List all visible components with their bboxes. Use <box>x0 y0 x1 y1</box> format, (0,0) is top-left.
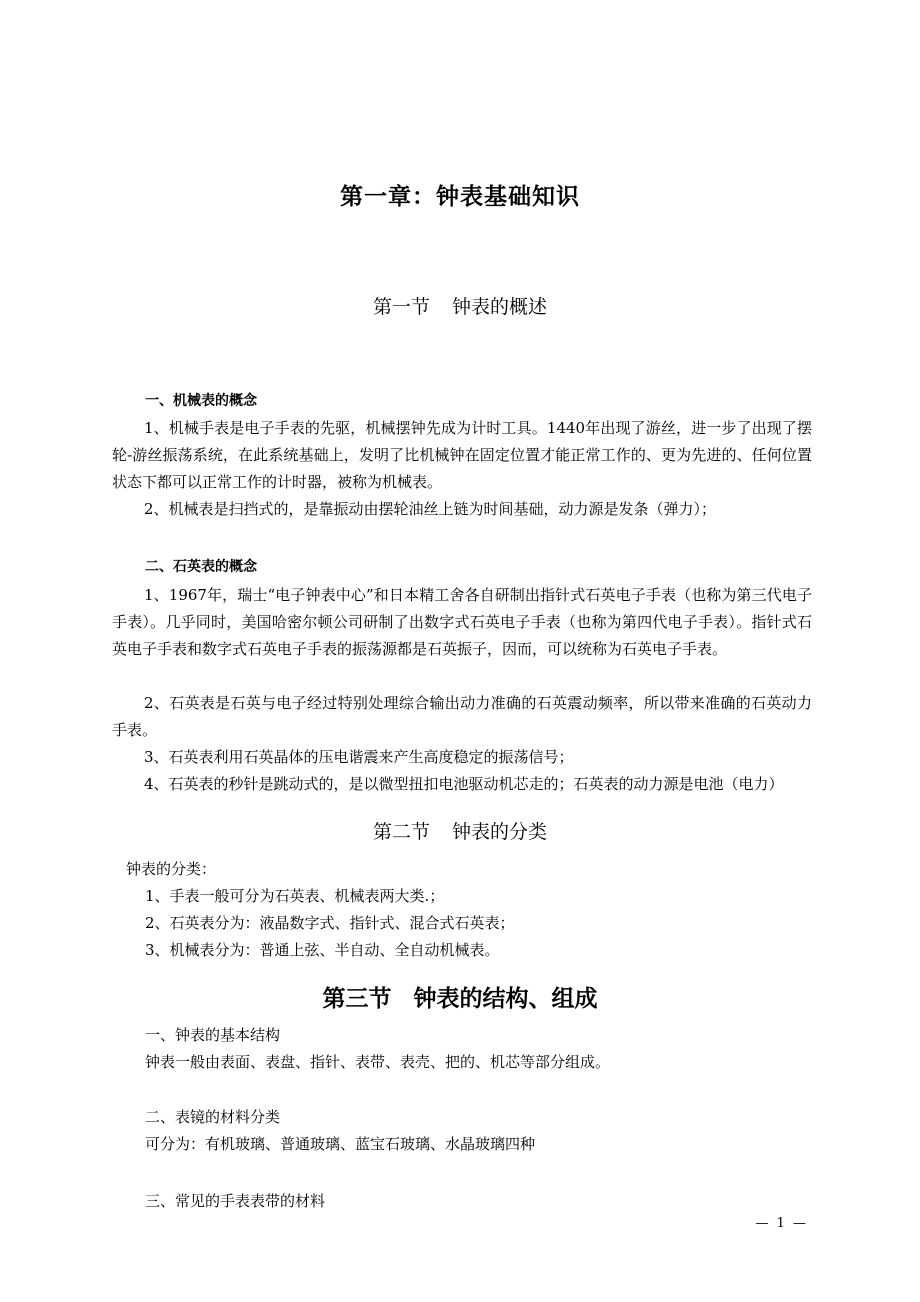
section3-sub-b-text: 可分为：有机玻璃、普通玻璃、蓝宝石玻璃、水晶玻璃四种 <box>145 1135 536 1153</box>
section1-sub1-heading: 一、机械表的概念 <box>145 393 257 409</box>
section1-number: 第一节 <box>372 296 430 318</box>
section3-heading <box>0 980 920 1013</box>
section1-sub2-paragraph3: 3、石英表利用石英晶体的压电谐震来产生高度稳定的振荡信号； <box>144 748 574 766</box>
section3-sub-a-heading: 一、钟表的基本结构 <box>145 1026 281 1044</box>
section1-title: 钟表的概述 <box>452 296 548 318</box>
section1-sub2-heading: 二、石英表的概念 <box>145 559 257 575</box>
section3-title: 钟表的结构、组成 <box>413 986 598 1012</box>
section1-sub2-paragraph4: 4、石英表的秒针是跳动式的，是以微型扭扣电池驱动机芯走的；石英表的动力源是电池（电力） <box>144 775 784 793</box>
section3-sub-b-heading: 二、表镜的材料分类 <box>145 1108 281 1126</box>
section3-sub-a-text: 钟表一般由表面、表盘、指针、表带、表壳、把的、机芯等部分组成。 <box>145 1053 611 1071</box>
section2-item-1: 1、手表一般可分为石英表、机械表两大类.； <box>145 887 445 905</box>
section2-item-2: 2、石英表分为：液晶数字式、指针式、混合式石英表； <box>145 914 515 932</box>
section2-intro: 钟表的分类： <box>126 860 217 878</box>
section1-sub1-paragraph2: 2、机械表是扫挡式的，是靠振动由摆轮油丝上链为时间基础，动力源是发条（弹力）； <box>144 500 717 518</box>
page-number: — 1 — <box>755 1216 808 1231</box>
section2-item-3: 3、机械表分为：普通上弦、半自动、全自动机械表。 <box>145 941 500 959</box>
chapter-title: 第一章：钟表基础知识 <box>340 184 580 210</box>
section1-heading <box>0 292 920 319</box>
section2-heading <box>0 817 920 844</box>
section1-sub2-paragraph1: 1、1967年，瑞士“电子钟表中心”和日本精工舍各自研制出指针式石英电子手表（也称为第三代电子手表）。几乎同时，美国哈密尔顿公司研制了出数字式石英电子手表（也称为第四代电子手表）。指针式石英电子手表和数字式石英电子手表的振荡源都是石英振子，因而，可以统称为石英电子手表。 <box>112 586 812 658</box>
section3-sub-c-heading: 三、常见的手表表带的材料 <box>145 1192 326 1210</box>
section3-number: 第三节 <box>322 986 392 1012</box>
section1-sub1-paragraph1: 1、机械手表是电子手表的先驱，机械摆钟先成为计时工具。1440年出现了游丝，进一步了出现了摆轮-游丝振荡系统，在此系统基础上，发明了比机械钟在固定位置才能正常工作的、更为先进的、任何位置状态下都可以正常工作的计时器，被称为机械表。 <box>112 419 812 491</box>
section2-title: 钟表的分类 <box>452 821 548 843</box>
section2-number: 第二节 <box>372 821 430 843</box>
section1-sub2-paragraph2: 2、石英表是石英与电子经过特别处理综合输出动力准确的石英震动频率，所以带来准确的石英动力手表。 <box>112 694 812 739</box>
